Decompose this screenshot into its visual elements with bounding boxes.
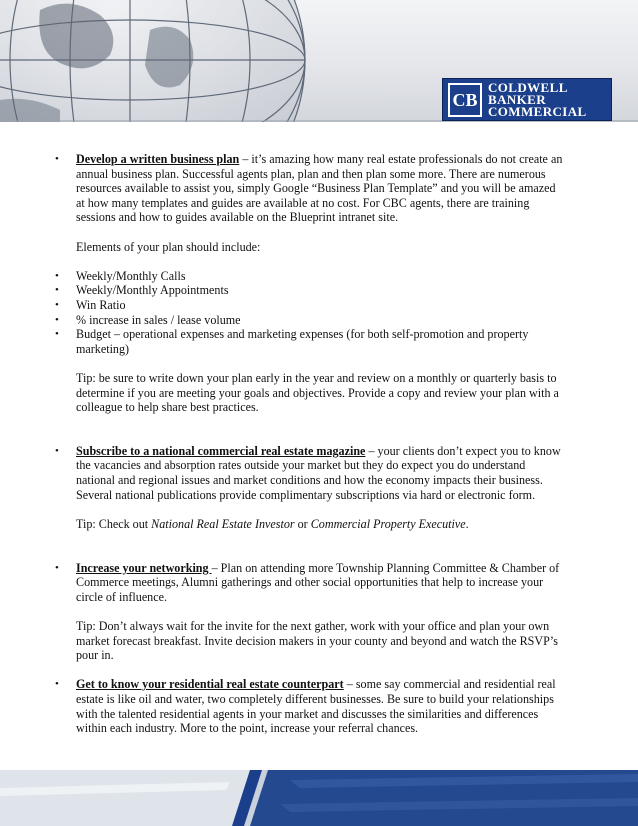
- footer-stripes-graphic: [0, 770, 638, 826]
- tip-magazine-mid: or: [294, 516, 311, 531]
- bullet-icon: •: [55, 284, 59, 297]
- company-logo: [443, 79, 611, 120]
- text-residential: – some say commercial and residential real estate is like oil and water, two completely different businesses. Be sure to build your relationships with the talented residential agents in your market and discusses the similarities and differences within each industry. More to the point, increase your referral chances.: [76, 677, 556, 736]
- list-item-text: Budget – operational expenses and marketing expenses (for both self-promotion and property marketing): [76, 327, 529, 356]
- cb-monogram-icon: [448, 83, 482, 117]
- footer-banner: [0, 770, 638, 826]
- heading-business-plan: Develop a written business plan: [76, 152, 240, 166]
- logo-wordmark: [488, 79, 587, 119]
- section-networking: [54, 561, 566, 605]
- bullet-icon: •: [55, 561, 59, 574]
- publication-1: National Real Estate Investor: [151, 516, 295, 531]
- list-item: [54, 269, 566, 284]
- bullet-icon: •: [55, 153, 59, 165]
- list-item-text: % increase in sales / lease volume: [76, 312, 241, 327]
- logo-line-1: COLDWELL: [488, 79, 568, 95]
- list-item: [54, 283, 566, 298]
- heading-networking: Increase your networking: [76, 560, 212, 575]
- tip-magazine-prefix: Tip: Check out: [76, 516, 152, 531]
- heading-residential: Get to know your residential real estate counterpart: [76, 677, 344, 692]
- heading-magazine: Subscribe to a national commercial real estate magazine: [76, 443, 366, 458]
- logo-line-3: COMMERCIAL: [488, 103, 587, 119]
- header-banner: [0, 0, 638, 122]
- tip-magazine: [54, 517, 566, 532]
- list-item: [54, 313, 566, 328]
- section-business-plan: [54, 152, 566, 225]
- list-item-text: Weekly/Monthly Appointments: [76, 283, 229, 298]
- publication-2: Commercial Property Executive: [310, 516, 466, 531]
- list-item-text: Win Ratio: [76, 297, 126, 312]
- bullet-icon: •: [55, 269, 59, 282]
- section-magazine: [54, 444, 566, 502]
- logo-line-2: BANKER: [488, 91, 547, 107]
- tip-magazine-end: .: [465, 516, 469, 531]
- text-networking: – Plan on attending more Township Planning Committee & Chamber of Commerce meetings, Alumni gatherings and other social opportunities that help to increase your circle of influence.: [76, 560, 560, 604]
- bullet-icon: •: [55, 298, 59, 311]
- svg-text:CB: CB: [452, 89, 478, 110]
- list-item: [54, 327, 566, 356]
- list-item-text: Weekly/Monthly Calls: [76, 268, 186, 283]
- text-magazine: – your clients don’t expect you to know the vacancies and absorption rates outside your market but they do expect you do understand national and regional issues and market conditions and how the economy impacts their business. Several national publications provide complimentary subscriptions via hard or electronic form.: [76, 443, 561, 502]
- bullet-icon: •: [55, 678, 59, 691]
- document-body: [54, 152, 566, 736]
- section-residential: [54, 677, 566, 735]
- tip-networking: Tip: Don’t always wait for the invite for the next gather, work with your office and plan your own market forecast breakfast. Invite decision makers in your county and beyond and watch the RSVP’s pour in.: [76, 619, 558, 663]
- bullet-icon: •: [55, 444, 59, 457]
- text-business-plan: – it’s amazing how many real estate professionals do not create an annual business plan. Successful agents plan, plan and then plan some more. There are numerous resources available to assist you, simply Google “Business Plan Template” and you will be amazed at how many templates and guides are available at no cost. For CBC agents, there are training sessions and how to guides available on the Blueprint intranet site.: [76, 152, 563, 225]
- elements-intro: Elements of your plan should include:: [76, 239, 261, 254]
- bullet-icon: •: [55, 328, 59, 341]
- tip-business-plan: Tip: be sure to write down your plan early in the year and review on a monthly or quarterly basis to determine if you are meeting your goals and objectives. Provide a copy and review your plan with a colleague to help share best practices.: [76, 370, 559, 415]
- bullet-icon: •: [55, 313, 59, 326]
- list-item: [54, 298, 566, 313]
